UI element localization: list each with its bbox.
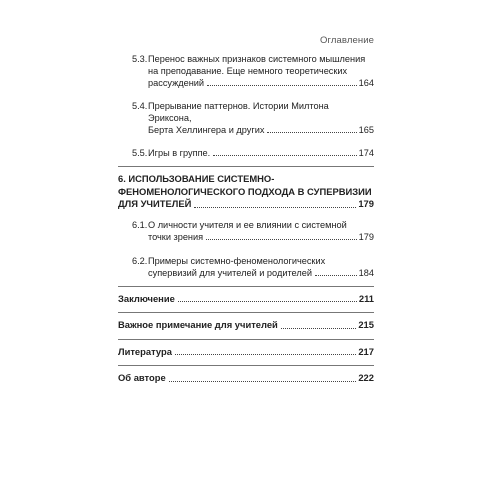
dot-leader <box>213 155 356 156</box>
dot-leader <box>207 85 357 86</box>
toc-entry-number: 5.3. <box>132 54 148 64</box>
dot-leader <box>178 301 357 302</box>
toc-entry-label: Об авторе <box>118 372 166 383</box>
dot-leader <box>175 354 356 355</box>
toc-entry-line: супервизий для учителей и родителей <box>148 267 312 278</box>
table-of-contents <box>118 53 374 385</box>
toc-entry-5-5[interactable] <box>118 147 374 159</box>
section-divider <box>118 365 374 366</box>
toc-entry-label: Заключение <box>118 292 175 304</box>
toc-page-number: 184 <box>358 267 374 278</box>
toc-chapter-line: 6. ИСПОЛЬЗОВАНИЕ СИСТЕМНО- <box>118 173 275 184</box>
toc-entry-literature[interactable] <box>118 346 374 359</box>
toc-page-number: 165 <box>358 125 374 135</box>
section-divider <box>118 286 374 287</box>
toc-page-number: 179 <box>358 198 374 209</box>
section-divider <box>118 312 374 313</box>
toc-entry-line: О личности учителя и ее влиянии с системной <box>148 219 347 230</box>
toc-entry-5-4[interactable] <box>118 100 374 136</box>
toc-entry-6-2[interactable] <box>118 255 374 279</box>
toc-entry-label: Литература <box>118 345 172 357</box>
toc-entry-line: Перенос важных признаков системного мышления <box>148 54 366 64</box>
toc-entry-line: рассуждений <box>148 78 205 88</box>
toc-entry-line: Прерывание паттернов. Истории Милтона Эриксона, <box>148 101 329 123</box>
section-divider <box>118 166 374 167</box>
toc-entry-teacher-note[interactable] <box>118 319 374 332</box>
toc-entry-line: Примеры системно-феноменологических <box>148 255 326 266</box>
toc-entry-5-3[interactable] <box>118 53 374 89</box>
toc-entry-line: Берта Хеллингера и других <box>148 125 265 135</box>
toc-page-number: 222 <box>358 372 374 383</box>
toc-entry-conclusion[interactable] <box>118 293 374 306</box>
toc-chapter-6[interactable] <box>118 173 374 211</box>
toc-page-number: 211 <box>358 292 374 304</box>
section-divider <box>118 339 374 340</box>
toc-entry-about-author[interactable] <box>118 372 374 385</box>
toc-entry-6-1[interactable] <box>118 219 374 243</box>
toc-page-number: 164 <box>358 78 374 88</box>
toc-entry-line: точки зрения <box>148 231 204 242</box>
toc-entry-line: на преподавание. Еще немного теоретических <box>148 66 348 76</box>
toc-page-number: 179 <box>358 231 374 242</box>
dot-leader <box>194 207 356 208</box>
dot-leader <box>267 132 356 133</box>
toc-entry-line: Игры в группе. <box>148 148 211 158</box>
toc-entry-number: 6.2. <box>132 255 148 266</box>
dot-leader <box>281 328 357 329</box>
toc-page-number: 217 <box>358 345 374 357</box>
toc-chapter-line: ДЛЯ УЧИТЕЛЕЙ <box>118 198 192 209</box>
dot-leader <box>315 275 357 276</box>
toc-entry-number: 5.5. <box>132 148 148 158</box>
toc-chapter-line: ФЕНОМЕНОЛОГИЧЕСКОГО ПОДХОДА В СУПЕРВИЗИИ <box>118 185 372 197</box>
dot-leader <box>206 239 357 240</box>
dot-leader <box>169 381 357 382</box>
toc-entry-number: 6.1. <box>132 219 148 230</box>
running-head: Оглавление <box>320 35 374 46</box>
toc-page-number: 174 <box>358 148 374 158</box>
toc-entry-label: Важное примечание для учителей <box>118 319 278 330</box>
toc-page-number: 215 <box>358 319 374 330</box>
toc-entry-number: 5.4. <box>132 101 148 111</box>
